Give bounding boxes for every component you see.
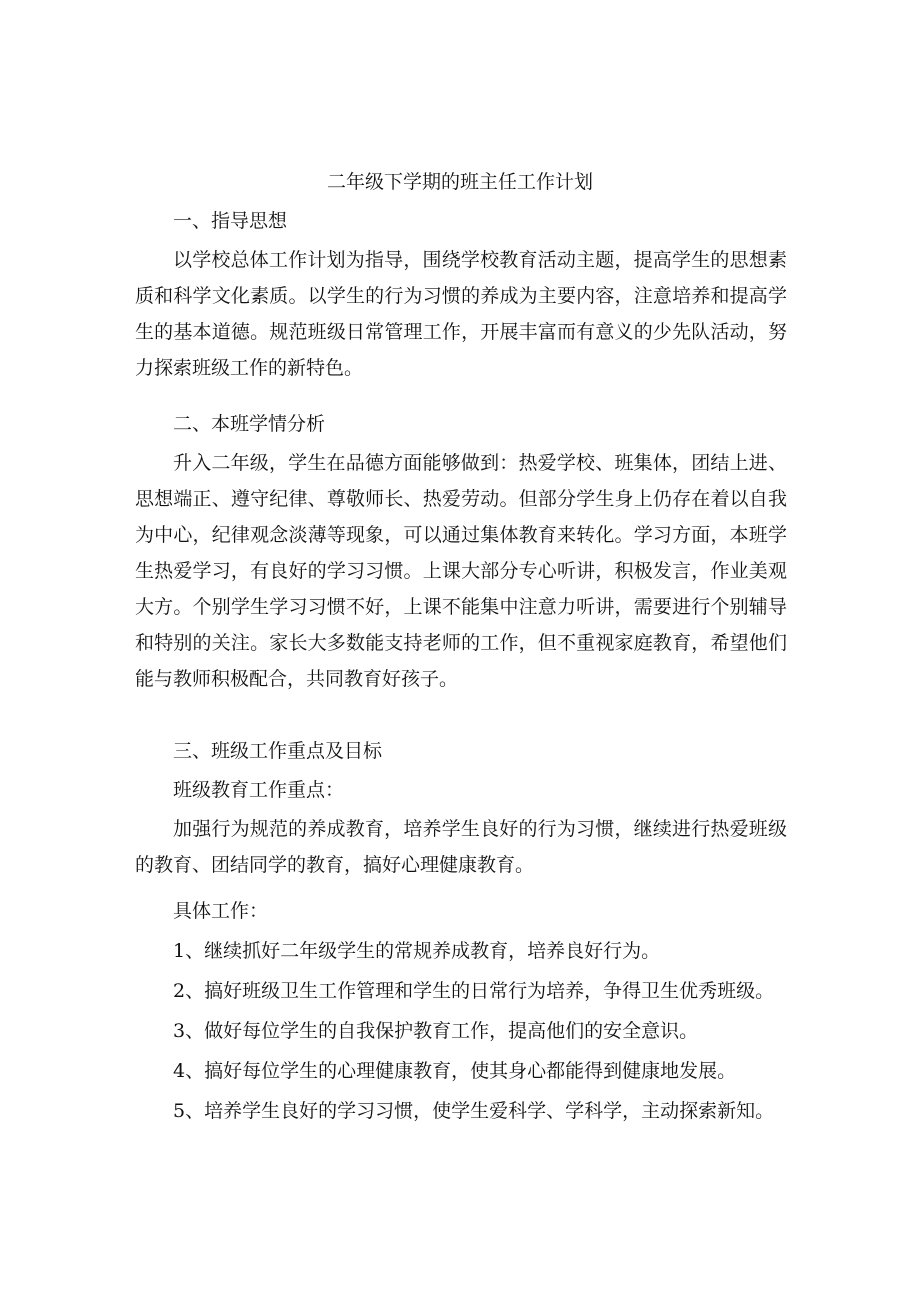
list-item: 2、搞好班级卫生工作管理和学生的日常行为培养，争得卫生优秀班级。: [173, 980, 775, 1002]
section-guiding-ideology: [135, 203, 787, 386]
section-subheading: 班级教育工作重点：: [173, 779, 345, 801]
section-paragraph: 加强行为规范的养成教育，培养学生良好的行为习惯，继续进行热爱班级的教育、团结同学的教育，搞好心理健康教育。: [135, 818, 787, 876]
list-item: 4、搞好每位学生的心理健康教育，使其身心都能得到健康地发展。: [173, 1060, 737, 1082]
section-heading: 一、指导思想: [173, 210, 288, 232]
list-item: 5、培养学生良好的学习习惯，使学生爱科学、学科学，主动探索新知。: [173, 1100, 775, 1122]
section-work-focus: [135, 733, 787, 1129]
section-heading: 三、班级工作重点及目标: [173, 740, 383, 762]
section-paragraph: 升入二年级，学生在品德方面能够做到：热爱学校、班集体，团结上进、思想端正、遵守纪律、尊敬师长、热爱劳动。但部分学生身上仍存在着以自我为中心，纪律观念淡薄等现象，可以通过集体教育来转化。学习方面，本班学生热爱学习，有良好的学习习惯。上课大部分专心听讲，积极发言，作业美观大方。个别学生学习习惯不好，上课不能集中注意力听讲，需要进行个别辅导和特别的关注。家长大多数能支持老师的工作，但不重视家庭教育，希望他们能与教师积极配合，共同教育好孩子。: [135, 452, 787, 690]
section-heading: 二、本班学情分析: [173, 413, 326, 435]
list-heading: 具体工作：: [173, 900, 269, 922]
list-item: 3、做好每位学生的自我保护教育工作，提高他们的安全意识。: [173, 1020, 699, 1042]
document-title: 二年级下学期的班主任工作计划: [326, 171, 593, 193]
list-item: 1、继续抓好二年级学生的常规养成教育，培养良好行为。: [173, 940, 661, 962]
section-paragraph: 以学校总体工作计划为指导，围绕学校教育活动主题，提高学生的思想素质和科学文化素质。以学生的行为习惯的养成为主要内容，注意培养和提高学生的基本道德。规范班级日常管理工作，开展丰富而有意义的少先队活动，努力探索班级工作的新特色。: [135, 249, 787, 379]
section-class-analysis: [135, 406, 787, 697]
